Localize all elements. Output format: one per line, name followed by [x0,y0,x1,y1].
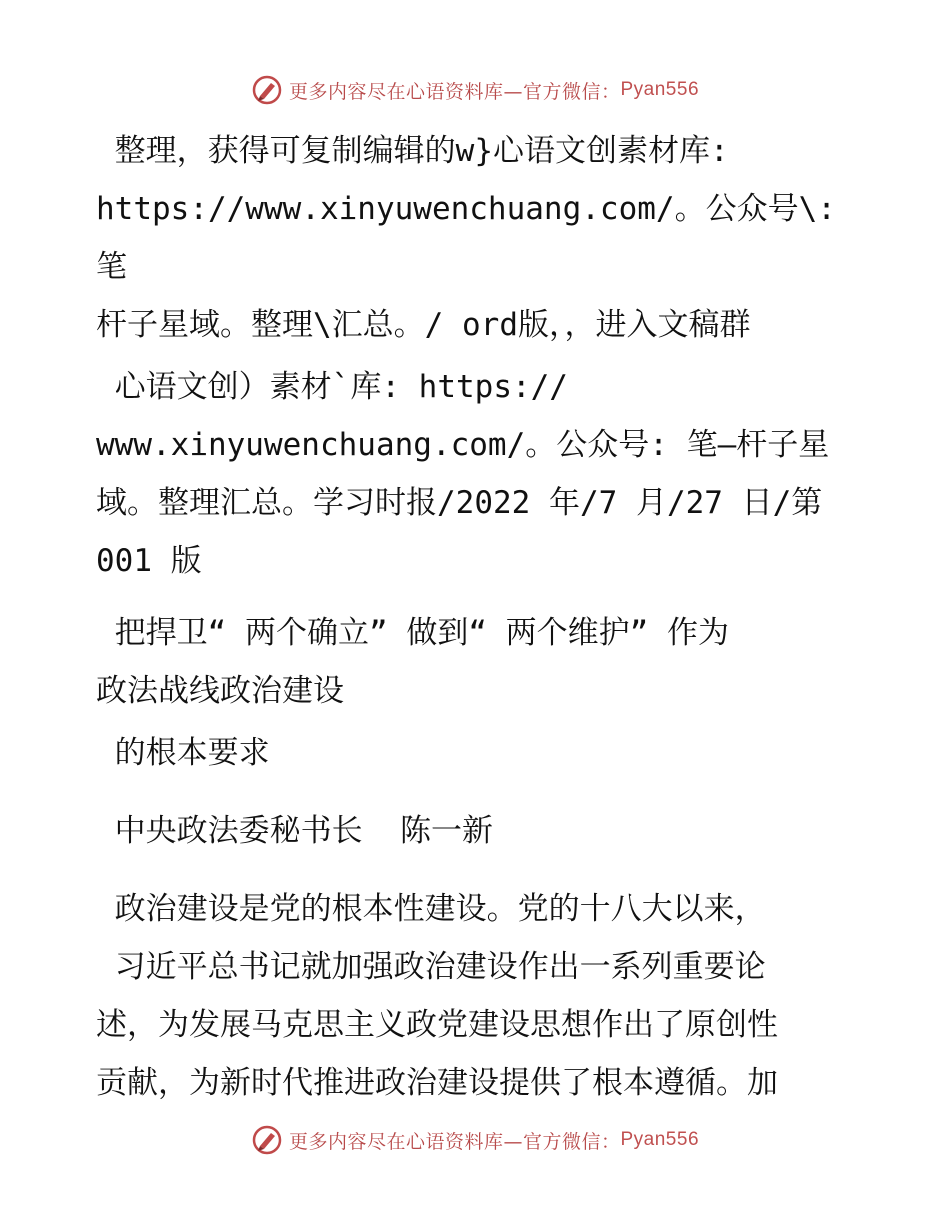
paragraph-source-note: 整理，获得可复制编辑的w}心语文创素材库: https://www.xinyuwenchuang.com/。公众号\: 笔 杆子星域。整理\汇总。/ ord版，，进入文稿群 [96,133,836,343]
watermark-footer [0,1120,950,1160]
watermark-text: 更多内容尽在心语资料库—官方微信： [288,1130,621,1153]
pen-logo-icon [251,74,283,106]
document-body [96,122,856,1112]
watermark-text: 更多内容尽在心语资料库—官方微信： [288,80,621,103]
paragraph-body: 政治建设是党的根本性建设。党的十八大以来， 习近平总书记就加强政治建设作出一系列重要论 述，为发展马克思主义政党建设思想作出了原创性 贡献，为新时代推进政治建设提供了根本遵循。加 [96,891,778,1101]
watermark-header [0,70,950,110]
paragraph-source-note-2: 心语文创）素材`库: https:// www.xinyuwenchuang.com/。公众号: 笔—杆子星 域。整理汇总。学习时报/2022 年/7 月/27 日/第 001 版 [96,369,830,579]
article-author: 中央政法委秘书长 陈一新 [96,813,493,849]
watermark-wechat-id: Pyan556 [620,79,700,100]
pen-logo-icon [251,1124,283,1156]
article-title-continued: 的根本要求 [96,735,270,771]
article-title: 把捍卫“ 两个确立” 做到“ 两个维护” 作为 政法战线政治建设 [96,615,729,709]
watermark-wechat-id: Pyan556 [620,1129,700,1150]
